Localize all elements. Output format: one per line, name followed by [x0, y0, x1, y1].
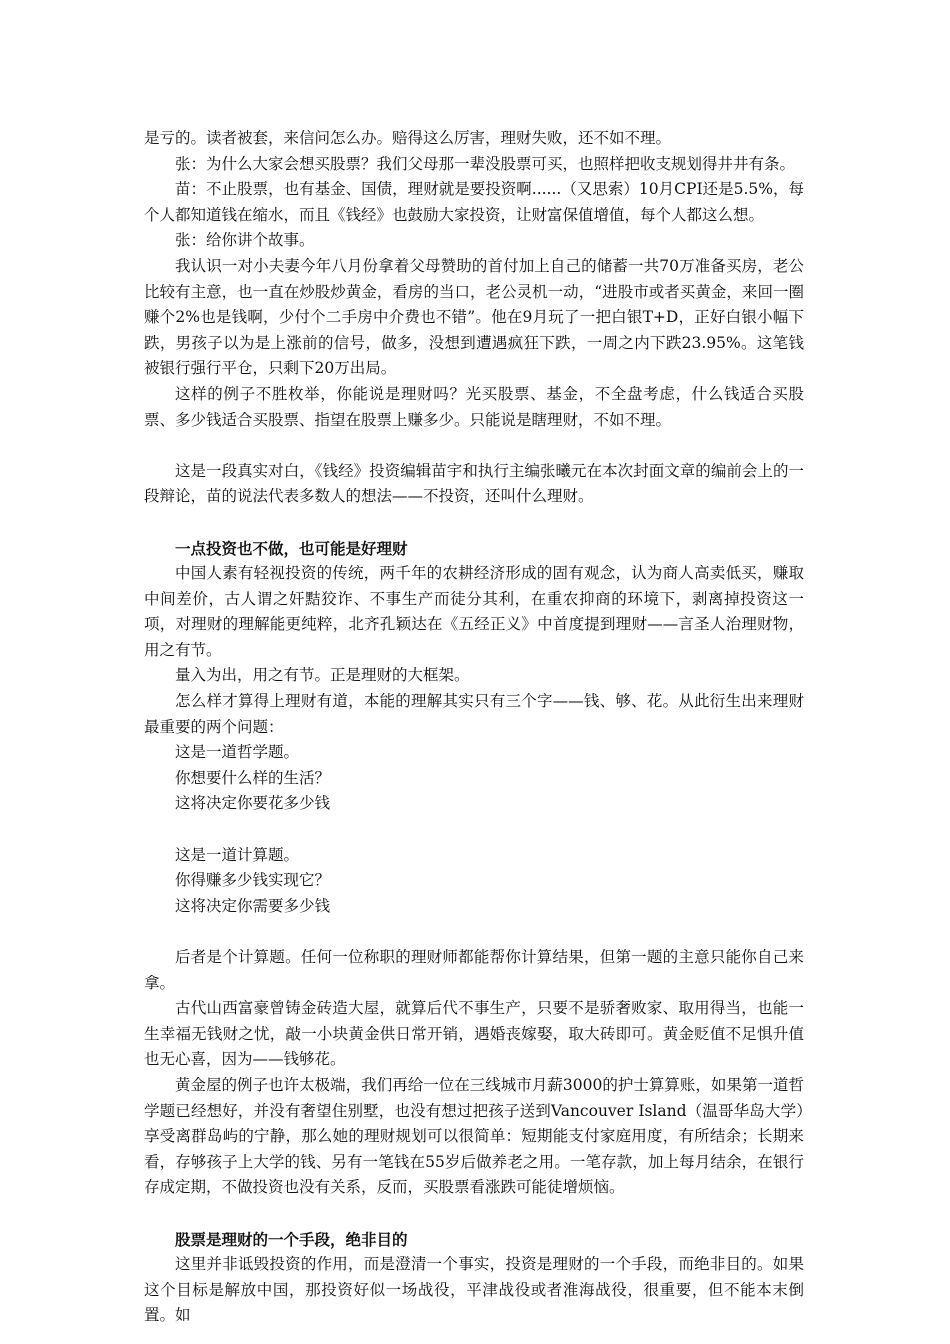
spacer: [144, 817, 804, 843]
spacer: [144, 510, 804, 536]
body-paragraph: 古代山西富豪曾铸金砖造大屋，就算后代不事生产，只要不是骄奢败家、取用得当，也能一生幸福无钱财之忧，敲一小块黄金供日常开销，遇婚丧嫁娶，取大砖即可。黄金贬值不足惧升值也无心喜，因为——钱够花。: [144, 999, 804, 1069]
spacer: [144, 1201, 804, 1227]
body-paragraph: 中国人素有轻视投资的传统，两千年的农耕经济形成的固有观念，认为商人高卖低买，赚取中间差价，古人谓之奸黠狡诈、不事生产而徒分其利，在重农抑商的环境下，剥离掉投资这一项，对理财的理解能更纯粹，北齐孔颖达在《五经正义》中首度提到理财——言圣人治理财物，用之有节。: [144, 564, 804, 659]
document-page: [144, 126, 804, 1329]
spacer: [144, 433, 804, 459]
question-line: 这是一道哲学题。: [175, 743, 300, 762]
section-heading-2: 股票是理财的一个手段，绝非目的: [175, 1229, 408, 1249]
intro-paragraph: 这是一段真实对白，《钱经》投资编辑苗宇和执行主编张曦元在本次封面文章的编前会上的一段辩论，苗的说法代表多数人的想法——不投资，还叫什么理财。: [144, 461, 804, 506]
question-line: 这是一道计算题。: [175, 845, 300, 864]
body-paragraph: 黄金屋的例子也许太极端，我们再给一位在三线城市月薪3000的护士算算账，如果第一道哲学题已经想好，并没有奢望住别墅，也没有想过把孩子送到Vancouver Island（温哥华岛大学）享受离群岛屿的宁静，那么她的理财规划可以很简单：短期能支付家庭用度，有所结余；长期来看，存够孩子上大学的钱、另有一笔钱在55岁后做养老之用。一笔存款，加上每月结余，在银行存成定期，不做投资也没有关系，反而，买股票看涨跌可能徒增烦恼。: [144, 1075, 804, 1197]
question-line: 你想要什么样的生活？: [175, 768, 331, 787]
question-line: 这将决定你需要多少钱: [175, 896, 331, 915]
body-paragraph: 怎么样才算得上理财有道，本能的理解其实只有三个字——钱、够、花。从此衍生出来理财最重要的两个问题：: [144, 692, 804, 736]
dialogue-zhang-1: 张：为什么大家会想买股票？我们父母那一辈没股票可买，也照样把收支规划得井井有条。: [175, 154, 796, 173]
body-paragraph: 这里并非诋毁投资的作用，而是澄清一个事实，投资是理财的一个手段，而绝非目的。如果这个目标是解放中国，那投资好似一场战役，平津战役或者淮海战役，很重要，但不能本末倒置。如: [144, 1255, 804, 1325]
dialogue-zhang-2: 张：给你讲个故事。: [175, 231, 315, 250]
spacer: [144, 919, 804, 945]
question-line: 你得赚多少钱实现它？: [175, 871, 331, 890]
section-heading-1: 一点投资也不做，也可能是好理财: [175, 538, 408, 558]
story-paragraph: 我认识一对小夫妻今年八月份拿着父母赞助的首付加上自己的储蓄一共70万准备买房，老公比较有主意，也一直在炒股炒黄金，看房的当口，老公灵机一动，“进股市或者买黄金，来回一圈赚个2%也是钱啊，少付个二手房中介费也不错”。他在9月玩了一把白银T+D，正好白银小幅下跌，男孩子以为是上涨前的信号，做多，没想到遭遇疯狂下跌，一周之内下跌23.95%。这笔钱被银行强行平仓，只剩下20万出局。: [144, 256, 804, 378]
question-line: 这将决定你要花多少钱: [175, 794, 331, 813]
body-paragraph: 量入为出，用之有节。正是理财的大框架。: [175, 666, 470, 685]
paragraph-continued: 是亏的。读者被套，来信问怎么办。赔得这么厉害，理财失败，还不如不理。: [144, 129, 672, 147]
story-conclusion: 这样的例子不胜枚举，你能说是理财吗？光买股票、基金，不全盘考虑，什么钱适合买股票、多少钱适合买股票、指望在股票上赚多少。只能说是瞎理财，不如不理。: [144, 384, 804, 429]
body-paragraph: 后者是个计算题。任何一位称职的理财师都能帮你计算结果，但第一题的主意只能你自己来拿。: [144, 948, 804, 992]
dialogue-miao-1: 苗：不止股票，也有基金、国债，理财就是要投资啊......（又思索）10月CPI还是5.5%，每个人都知道钱在缩水，而且《钱经》也鼓励大家投资，让财富保值增值，每个人都这么想。: [144, 180, 804, 224]
